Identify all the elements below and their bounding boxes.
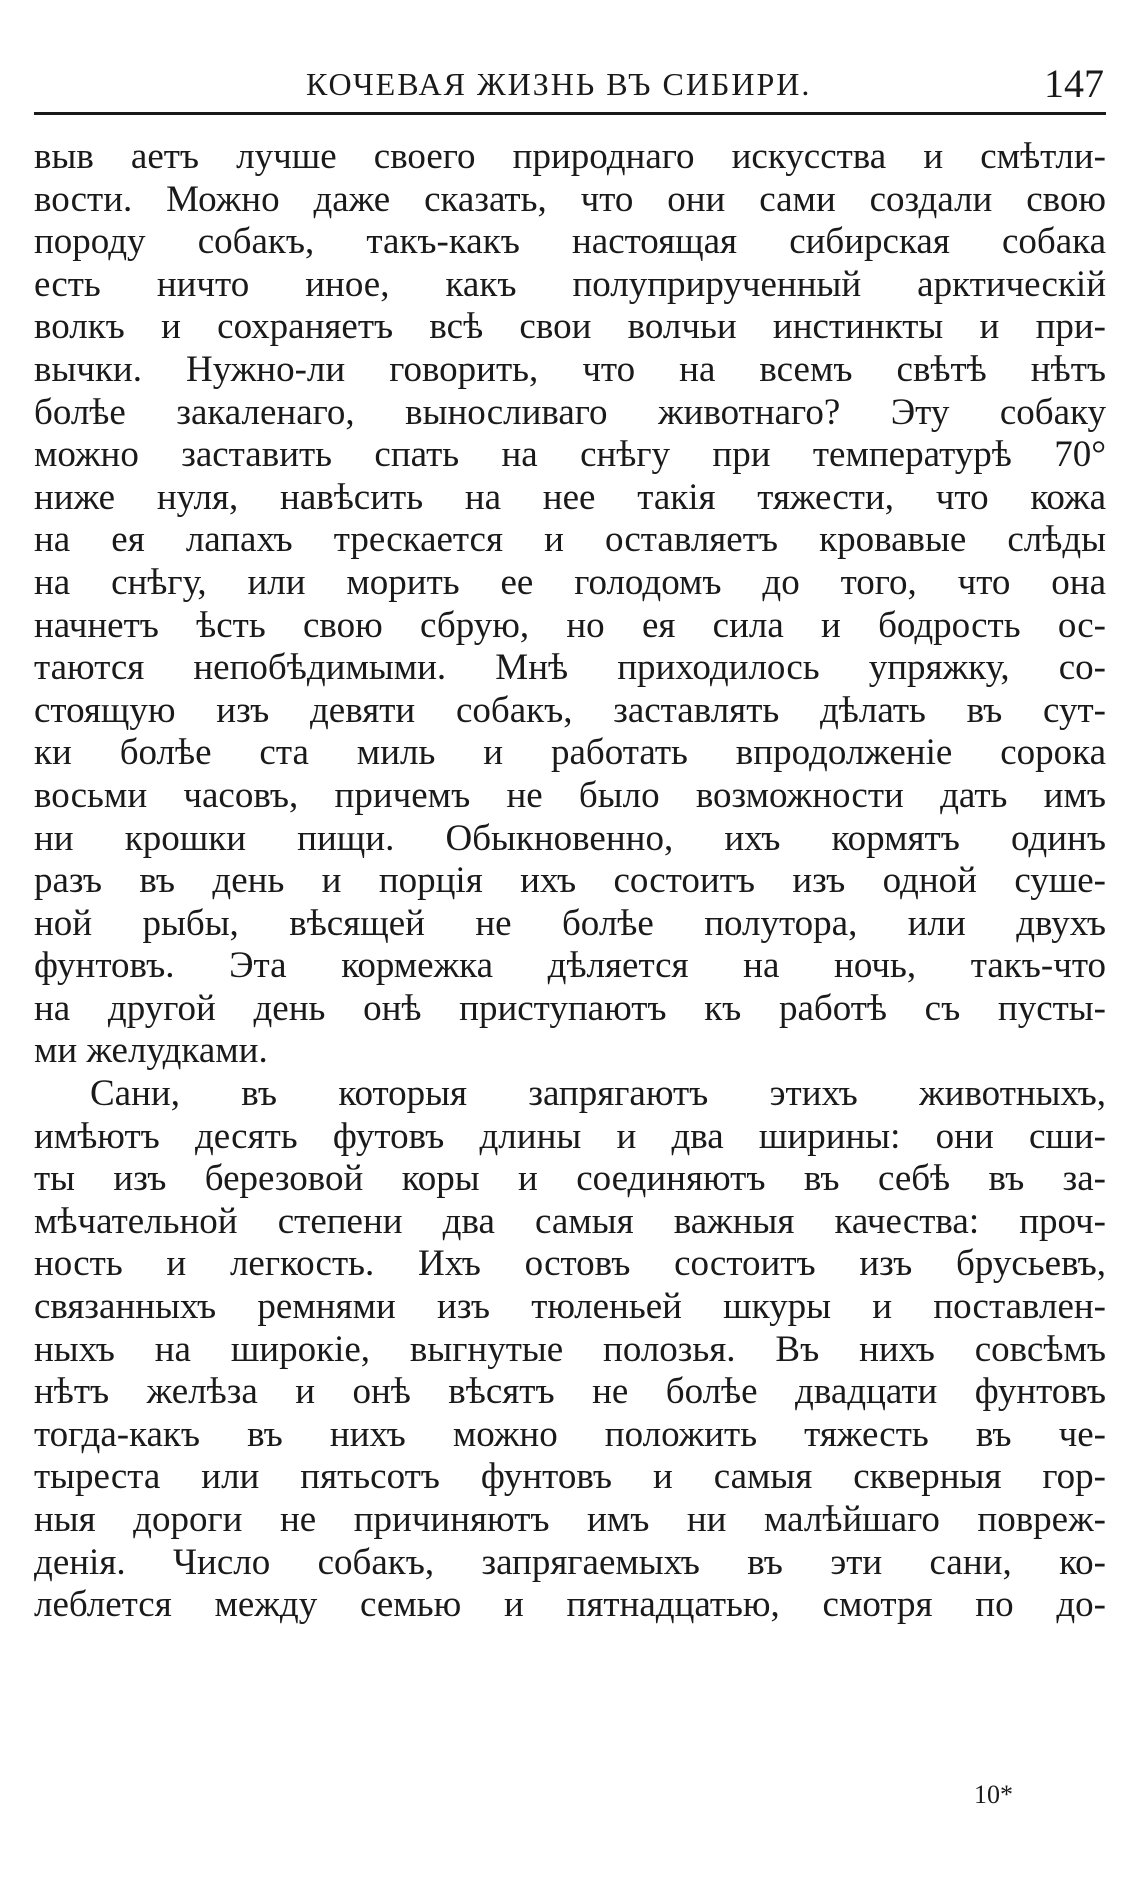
text-line: денія. Число собакъ, запрягаемыхъ въ эти сани, ко-: [34, 1541, 1106, 1583]
text-line: стоящую изъ девяти собакъ, заставлять дѣлать въ сут-: [34, 689, 1106, 731]
text-line: тогда-какъ въ нихъ можно положить тяжесть въ че-: [34, 1413, 1106, 1455]
paragraph-1: [34, 136, 1106, 1073]
paragraph-2: [34, 1073, 1106, 1627]
text-line: волкъ и сохраняетъ всѣ свои волчьи инстинкты и при-: [34, 306, 1106, 348]
running-title: КОЧЕВАЯ ЖИЗНЬ ВЪ СИБИРИ.: [306, 66, 812, 102]
text-line: Сани, въ которыя запрягаютъ этихъ животныхъ,: [90, 1073, 1106, 1115]
body-text: [34, 136, 1106, 1627]
text-line: вычки. Нужно-ли говорить, что на всемъ свѣтѣ нѣтъ: [34, 348, 1106, 390]
text-line: ныя дороги не причиняютъ имъ ни малѣйшаго повреж-: [34, 1499, 1106, 1540]
text-line: на другой день онѣ приступаютъ къ работѣ съ пусты-: [34, 987, 1106, 1029]
text-line: мѣчательной степени два самыя важныя качества: проч-: [34, 1200, 1106, 1242]
text-line: ныхъ на широкіе, выгнутые полозья. Въ нихъ совсѣмъ: [34, 1328, 1106, 1370]
text-line: ность и легкость. Ихъ остовъ состоитъ изъ брусьевъ,: [34, 1243, 1106, 1285]
text-line: ни крошки пищи. Обыкновенно, ихъ кормятъ одинъ: [34, 817, 1106, 859]
text-line: болѣе закаленаго, выносливаго животнаго? Эту собаку: [34, 391, 1106, 433]
text-line: ты изъ березовой коры и соединяютъ въ себѣ въ за-: [34, 1158, 1106, 1200]
text-line: тыреста или пятьсотъ фунтовъ и самыя скверныя гор-: [34, 1456, 1106, 1498]
text-line: есть ничто иное, какъ полуприрученный арктическій: [34, 263, 1106, 305]
text-line: вости. Можно даже сказать, что они сами создали свою: [34, 178, 1106, 220]
text-line: таются непобѣдимыми. Мнѣ приходилось упряжку, со-: [34, 647, 1106, 689]
text-line: восьми часовъ, причемъ не было возможности дать имъ: [34, 774, 1106, 816]
text-line: породу собакъ, такъ-какъ настоящая сибирская собака: [34, 221, 1106, 263]
text-line: на ея лапахъ трескается и оставляетъ кровавые слѣды: [34, 519, 1106, 561]
page-number: 147: [1044, 61, 1104, 106]
text-line: ной рыбы, вѣсящей не болѣе полутора, или двухъ: [34, 902, 1106, 944]
text-line: имѣютъ десять футовъ длины и два ширины: они сши-: [34, 1115, 1106, 1157]
text-line: выв аетъ лучше своего природнаго искусства и смѣтли-: [34, 136, 1106, 177]
text-line: ниже нуля, навѣсить на нее такія тяжести, что кожа: [34, 476, 1106, 518]
text-line: на снѣгу, или морить ее голодомъ до того, что она: [34, 561, 1106, 603]
running-head: [34, 58, 1106, 110]
signature-mark: 10*: [974, 1780, 1013, 1809]
text-line: можно заставить спать на снѣгу при температурѣ 70°: [34, 434, 1106, 476]
text-line: связанныхъ ремнями изъ тюленьей шкуры и поставлен-: [34, 1286, 1106, 1328]
text-line: леблется между семью и пятнадцатью, смотря по до-: [34, 1584, 1106, 1626]
text-line: ми желудками.: [34, 1030, 268, 1072]
text-line: ки болѣе ста миль и работать впродолженіе сорока: [34, 732, 1106, 774]
text-line: начнетъ ѣсть свою сбрую, но ея сила и бодрость ос-: [34, 604, 1106, 646]
header-rule: [34, 112, 1106, 115]
text-line: фунтовъ. Эта кормежка дѣляется на ночь, такъ-что: [34, 945, 1106, 987]
text-line: нѣтъ желѣза и онѣ вѣсятъ не болѣе двадцати фунтовъ: [34, 1371, 1106, 1413]
text-line: разъ въ день и порція ихъ состоитъ изъ одной суше-: [34, 860, 1106, 902]
